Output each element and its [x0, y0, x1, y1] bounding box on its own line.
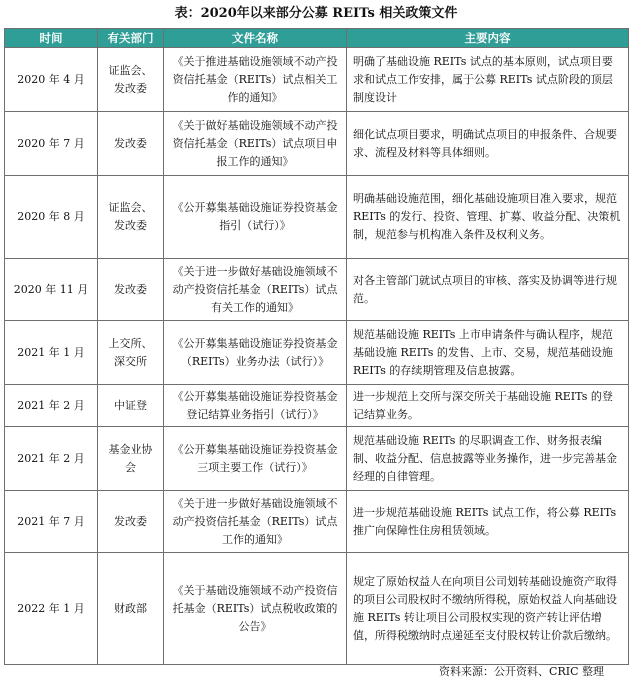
cell-time: 2021 年 7 月	[5, 491, 98, 553]
cell-doc: 《关于进一步做好基础设施领域不动产投资信托基金（REITs）试点有关工作的通知》	[164, 259, 347, 321]
cell-content: 进一步规范基础设施 REITs 试点工作，将公募 REITs 推广向保障性住房租赁领域。	[347, 491, 629, 553]
table-row	[5, 321, 629, 385]
cell-time: 2020 年 8 月	[5, 176, 98, 259]
header-time: 时间	[5, 29, 98, 48]
cell-doc: 《关于做好基础设施领域不动产投资信托基金（REITs）试点项目申报工作的通知》	[164, 112, 347, 176]
cell-time: 2020 年 7 月	[5, 112, 98, 176]
cell-dept: 发改委	[98, 491, 164, 553]
cell-time: 2021 年 2 月	[5, 385, 98, 427]
header-content: 主要内容	[347, 29, 629, 48]
cell-time: 2020 年 4 月	[5, 48, 98, 112]
table-row	[5, 385, 629, 427]
cell-content: 进一步规范上交所与深交所关于基础设施 REITs 的登记结算业务。	[347, 385, 629, 427]
cell-content: 细化试点项目要求，明确试点项目的申报条件、合规要求、流程及材料等具体细则。	[347, 112, 629, 176]
cell-doc: 《公开募集基础设施证券投资基金三项主要工作（试行）》	[164, 427, 347, 491]
cell-content: 规定了原始权益人在向项目公司划转基础设施资产取得的项目公司股权时不缴纳所得税，原始权益人向基础设施 REITs 转让项目公司股权实现的资产转让评估增值，所得税缴纳时点递延至支付股权转让价款后缴纳。	[347, 553, 629, 665]
cell-dept: 中证登	[98, 385, 164, 427]
table-title: 表：2020年以来部分公募 REITs 相关政策文件	[174, 6, 458, 21]
cell-dept: 财政部	[98, 553, 164, 665]
cell-doc: 《公开募集基础设施证券投资基金（REITs）业务办法（试行）》	[164, 321, 347, 385]
cell-dept: 证监会、发改委	[98, 48, 164, 112]
cell-dept: 发改委	[98, 112, 164, 176]
cell-doc: 《关于进一步做好基础设施领域不动产投资信托基金（REITs）试点工作的通知》	[164, 491, 347, 553]
cell-dept: 上交所、深交所	[98, 321, 164, 385]
header-doc: 文件名称	[164, 29, 347, 48]
table-row	[5, 112, 629, 176]
cell-content: 规范基础设施 REITs 上市申请条件与确认程序，规范基础设施 REITs 的发售、上市、交易，规范基础设施 REITs 的存续期管理及信息披露。	[347, 321, 629, 385]
table-row	[5, 553, 629, 665]
cell-time: 2021 年 1 月	[5, 321, 98, 385]
cell-dept: 基金业协会	[98, 427, 164, 491]
header-row	[5, 29, 629, 48]
policy-table	[4, 28, 629, 665]
cell-content: 对各主管部门就试点项目的审核、落实及协调等进行规范。	[347, 259, 629, 321]
table-row	[5, 176, 629, 259]
source-note: 资料来源：公开资料、CRIC 整理	[439, 665, 604, 678]
table-row	[5, 48, 629, 112]
cell-doc: 《关于基础设施领域不动产投资信托基金（REITs）试点税收政策的公告》	[164, 553, 347, 665]
cell-time: 2022 年 1 月	[5, 553, 98, 665]
table-row	[5, 491, 629, 553]
table-row	[5, 259, 629, 321]
table-row	[5, 427, 629, 491]
cell-doc: 《关于推进基础设施领域不动产投资信托基金（REITs）试点相关工作的通知》	[164, 48, 347, 112]
cell-time: 2020 年 11 月	[5, 259, 98, 321]
cell-content: 明确了基础设施 REITs 试点的基本原则，试点项目要求和试点工作安排，属于公募 REITs 试点阶段的顶层制度设计	[347, 48, 629, 112]
cell-doc: 《公开募集基础设施证券投资基金登记结算业务指引（试行）》	[164, 385, 347, 427]
header-dept: 有关部门	[98, 29, 164, 48]
cell-time: 2021 年 2 月	[5, 427, 98, 491]
cell-content: 明确基础设施范围，细化基础设施项目准入要求，规范 REITs 的发行、投资、管理、扩募、收益分配、决策机制，规范参与机构准入条件及权利义务。	[347, 176, 629, 259]
cell-dept: 发改委	[98, 259, 164, 321]
cell-doc: 《公开募集基础设施证券投资基金指引（试行）》	[164, 176, 347, 259]
cell-dept: 证监会、发改委	[98, 176, 164, 259]
cell-content: 规范基础设施 REITs 的尽职调查工作、财务报表编制、收益分配、信息披露等业务操作，进一步完善基金经理的自律管理。	[347, 427, 629, 491]
